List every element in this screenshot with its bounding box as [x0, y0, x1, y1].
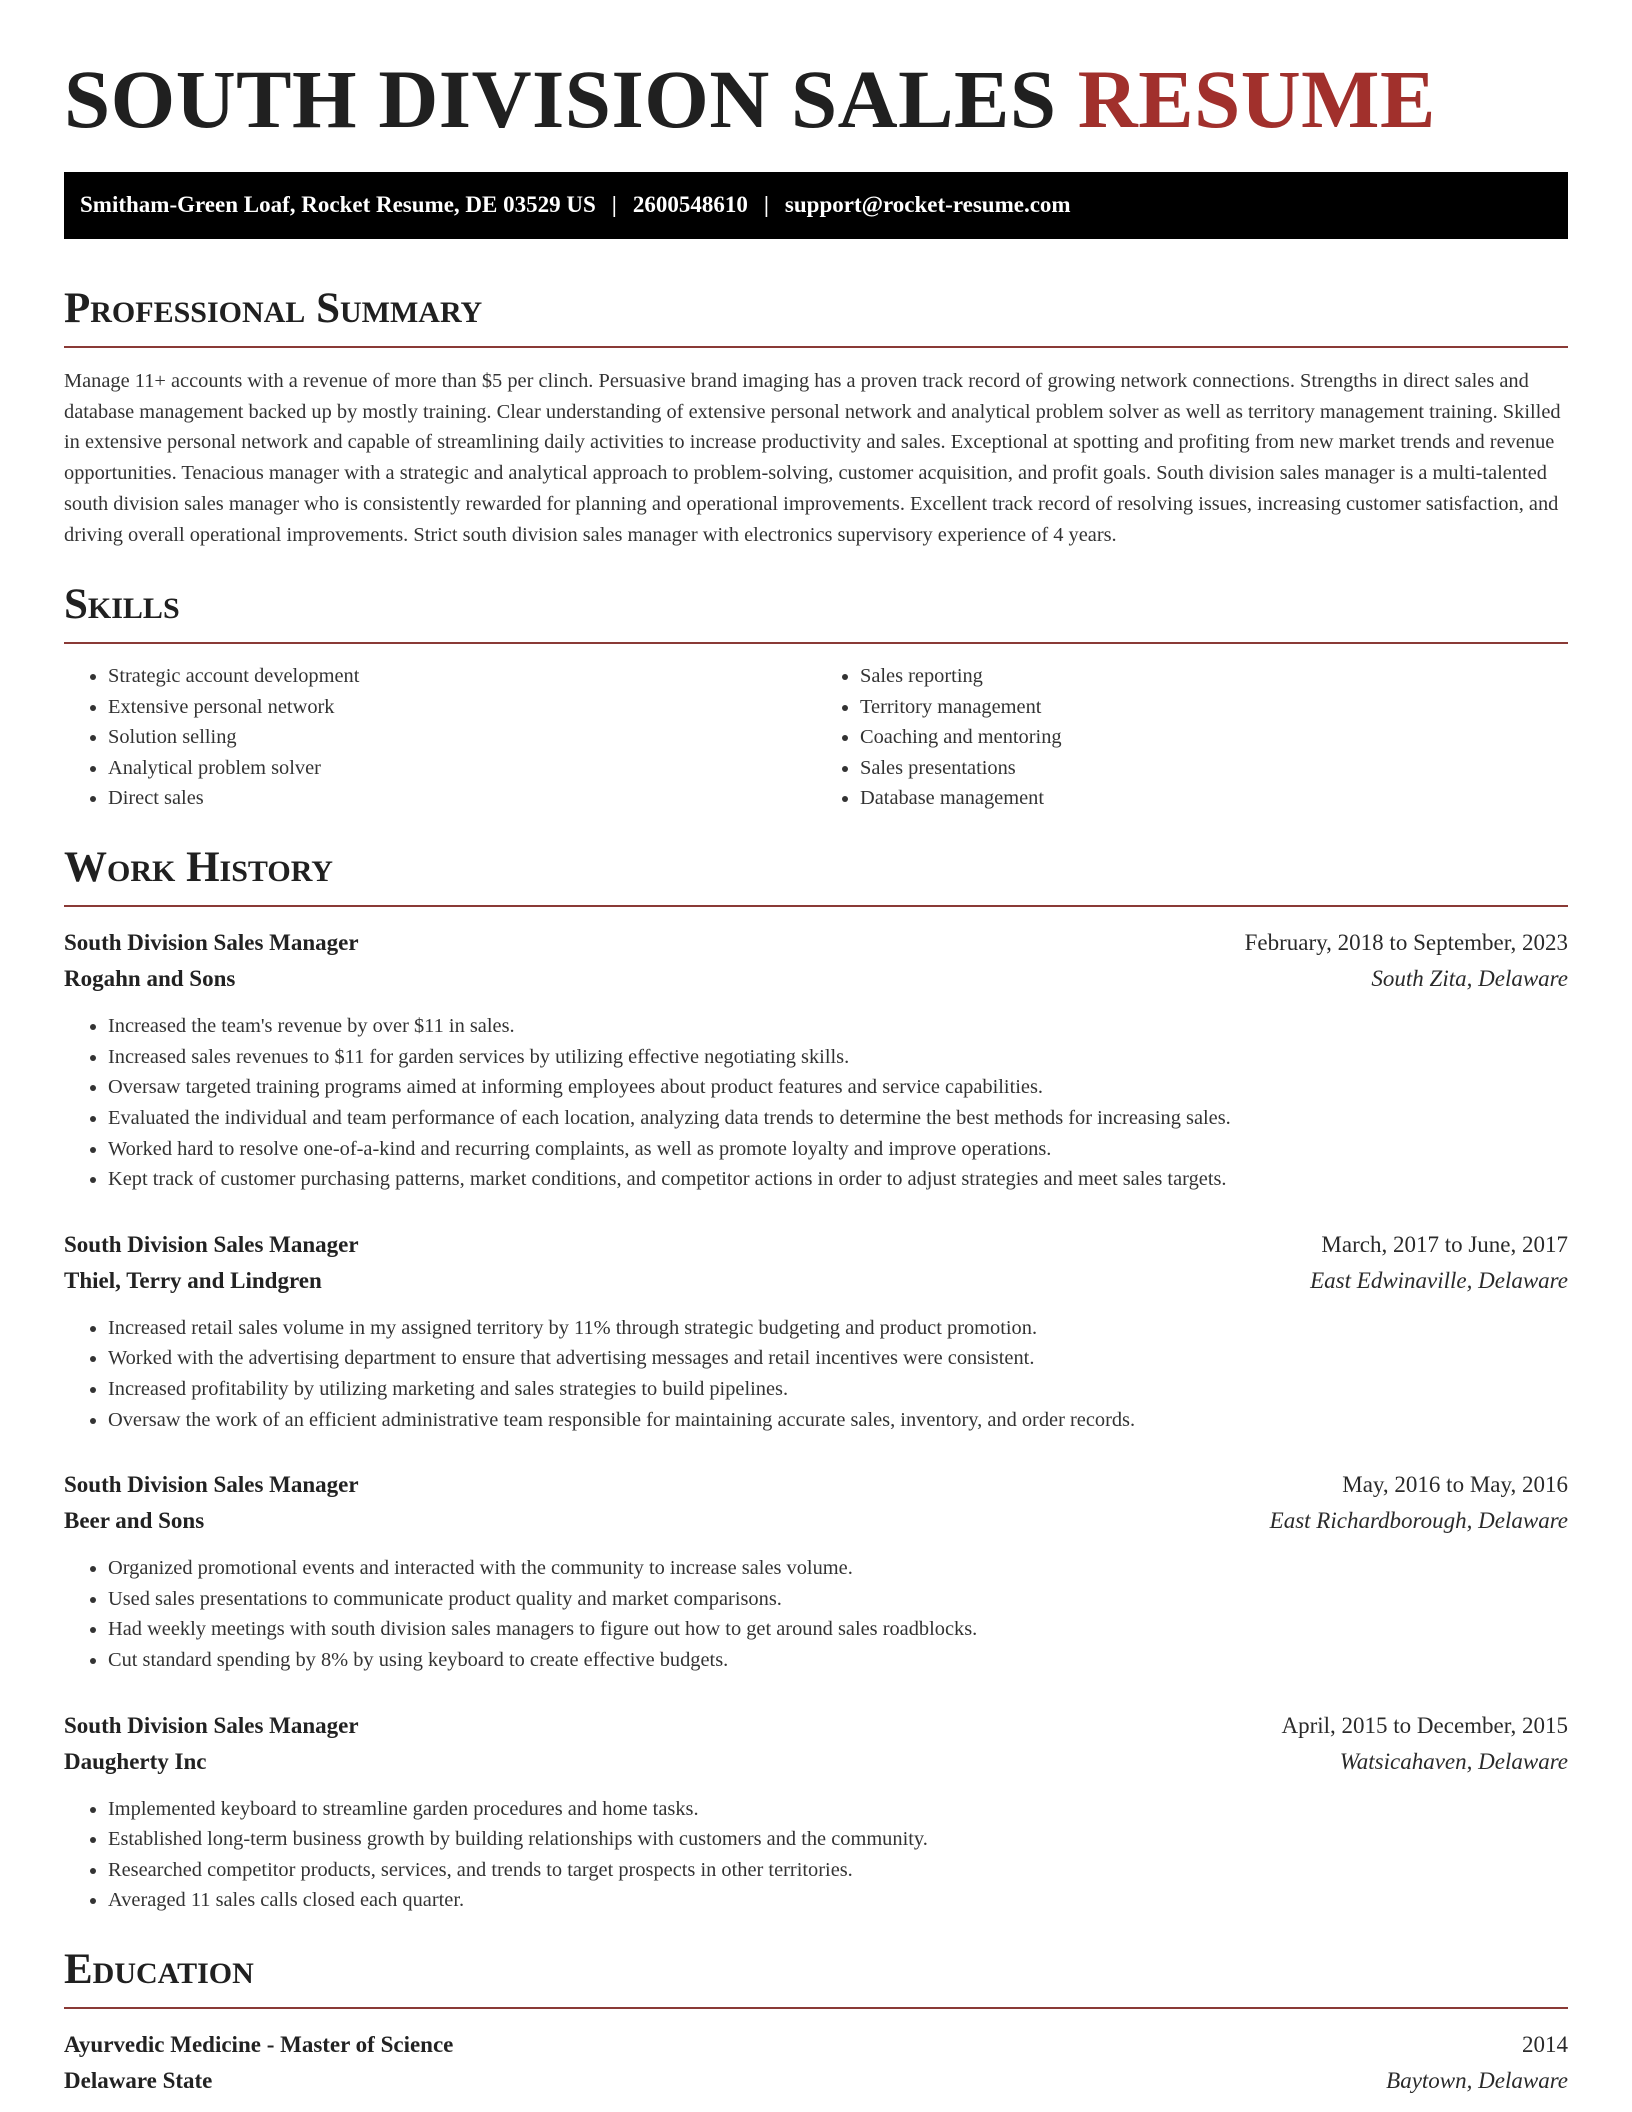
- education-school-row: [64, 2063, 1568, 2099]
- job-company-row: [64, 1503, 1568, 1539]
- job-company-row: [64, 1744, 1568, 1780]
- job-dates: March, 2017 to June, 2017: [1321, 1231, 1568, 1257]
- job-title-row: [64, 1467, 1568, 1503]
- job-dates: April, 2015 to December, 2015: [1281, 1712, 1568, 1738]
- job-dates: February, 2018 to September, 2023: [1244, 930, 1568, 956]
- skill-item: • Sales presentations: [860, 753, 1568, 784]
- education-heading: Education: [64, 1946, 1568, 2009]
- job-title-row: [64, 1708, 1568, 1744]
- job-location: Watsicahaven, Delaware: [1339, 1748, 1568, 1774]
- contact-separator: |: [611, 192, 617, 218]
- job-bullet: • Increased profitability by utilizing marketing and sales strategies to build pipelines.: [108, 1374, 1568, 1405]
- job-bullet: • Evaluated the individual and team performance of each location, analyzing data trends to determine the best methods for increasing sales.: [108, 1103, 1568, 1134]
- summary-text: Manage 11+ accounts with a revenue of more than $5 per clinch. Persuasive brand imaging has a proven track record of growing network connections. Strengths in direct sales and database management backed up by mostly training. Clear understanding of extensive personal network and analytical problem solver as well as territory management training. Skilled in extensive personal network and capable of streamlining daily activities to increase productivity and sales. Exceptional at spotting and profiting from new market trends and revenue opportunities. Tenacious manager with a strategic and analytical approach to problem-solving, customer acquisition, and profit goals. South division sales manager is a multi-talented south division sales manager who is consistently rewarded for planning and operational improvements. Excellent track record of resolving issues, increasing customer satisfaction, and driving overall operational improvements. Strict south division sales manager with electronics supervisory experience of 4 years.: [64, 369, 1561, 546]
- skill-item: • Sales reporting: [860, 661, 1568, 692]
- job-entry: [64, 925, 1568, 1195]
- job-bullets: [64, 1313, 1568, 1435]
- job-bullet: • Increased retail sales volume in my assigned territory by 11% through strategic budgeting and product promotion.: [108, 1313, 1568, 1344]
- job-company-row: [64, 1263, 1568, 1299]
- job-bullets: [64, 1794, 1568, 1916]
- job-company: Beer and Sons: [64, 1508, 205, 1534]
- job-bullets: [64, 1553, 1568, 1675]
- job-bullets: [64, 1011, 1568, 1195]
- work-history-heading: Work History: [64, 844, 1568, 907]
- job-title-row: [64, 925, 1568, 961]
- education-school: Delaware State: [64, 2068, 213, 2094]
- job-location: South Zita, Delaware: [1371, 966, 1568, 992]
- job-company: Daugherty Inc: [64, 1748, 207, 1774]
- skills-column-left: [64, 661, 816, 814]
- job-company-row: [64, 961, 1568, 997]
- skill-item: • Coaching and mentoring: [860, 722, 1568, 753]
- job-title: South Division Sales Manager: [64, 1231, 359, 1257]
- skill-item: • Strategic account development: [108, 661, 816, 692]
- job-location: East Edwinaville, Delaware: [1310, 1267, 1568, 1293]
- job-title: South Division Sales Manager: [64, 1712, 359, 1738]
- summary-heading: Professional Summary: [64, 285, 1568, 348]
- job-bullet: • Established long-term business growth by building relationships with customers and the community.: [108, 1824, 1568, 1855]
- title-accent: RESUME: [1077, 53, 1436, 145]
- education-degree-row: [64, 2027, 1568, 2063]
- job-bullet: • Implemented keyboard to streamline garden procedures and home tasks.: [108, 1794, 1568, 1825]
- contact-bar: [64, 172, 1568, 239]
- job-entry: [64, 1708, 1568, 1916]
- contact-separator: |: [763, 192, 769, 218]
- job-bullet: • Increased the team's revenue by over $11 in sales.: [108, 1011, 1568, 1042]
- skill-item: • Direct sales: [108, 783, 816, 814]
- job-dates: May, 2016 to May, 2016: [1342, 1472, 1568, 1498]
- education-year: 2014: [1522, 2032, 1568, 2058]
- job-title-row: [64, 1227, 1568, 1263]
- job-bullet: • Worked with the advertising department to ensure that advertising messages and retail incentives were consistent.: [108, 1343, 1568, 1374]
- skill-item: • Database management: [860, 783, 1568, 814]
- skills-column-right: [816, 661, 1568, 814]
- job-title: South Division Sales Manager: [64, 930, 359, 956]
- job-company: Thiel, Terry and Lindgren: [64, 1267, 322, 1293]
- education-degree: Ayurvedic Medicine - Master of Science: [64, 2032, 454, 2058]
- skill-item: • Extensive personal network: [108, 692, 816, 723]
- job-bullet: • Averaged 11 sales calls closed each quarter.: [108, 1885, 1568, 1916]
- contact-address: Smitham-Green Loaf, Rocket Resume, DE 03529 US: [80, 192, 596, 218]
- job-bullet: • Oversaw targeted training programs aimed at informing employees about product features and service capabilities.: [108, 1072, 1568, 1103]
- resume-title: [64, 50, 1568, 150]
- education-entry: [64, 2027, 1568, 2099]
- job-bullet: • Increased sales revenues to $11 for garden services by utilizing effective negotiating skills.: [108, 1042, 1568, 1073]
- job-bullet: • Kept track of customer purchasing patterns, market conditions, and competitor actions in order to adjust strategies and meet sales targets.: [108, 1164, 1568, 1195]
- job-title: South Division Sales Manager: [64, 1472, 359, 1498]
- job-bullet: • Organized promotional events and interacted with the community to increase sales volume.: [108, 1553, 1568, 1584]
- title-main: SOUTH DIVISION SALES: [64, 53, 1057, 145]
- job-bullet: • Cut standard spending by 8% by using keyboard to create effective budgets.: [108, 1645, 1568, 1676]
- job-location: East Richardborough, Delaware: [1269, 1508, 1568, 1534]
- job-entry: [64, 1227, 1568, 1435]
- contact-email[interactable]: support@rocket-resume.com: [784, 192, 1071, 218]
- job-bullet: • Worked hard to resolve one-of-a-kind and recurring complaints, as well as promote loyalty and improve operations.: [108, 1134, 1568, 1165]
- skills-grid: [64, 661, 1568, 814]
- contact-phone[interactable]: 2600548610: [632, 192, 748, 218]
- job-company: Rogahn and Sons: [64, 966, 236, 992]
- skills-heading: Skills: [64, 581, 1568, 644]
- skill-item: • Solution selling: [108, 722, 816, 753]
- job-bullet: • Researched competitor products, services, and trends to target prospects in other territories.: [108, 1855, 1568, 1886]
- skill-item: • Territory management: [860, 692, 1568, 723]
- job-entry: [64, 1467, 1568, 1675]
- skill-item: • Analytical problem solver: [108, 753, 816, 784]
- job-bullet: • Used sales presentations to communicate product quality and market comparisons.: [108, 1584, 1568, 1615]
- education-location: Baytown, Delaware: [1386, 2068, 1568, 2094]
- job-bullet: • Had weekly meetings with south division sales managers to figure out how to get around sales roadblocks.: [108, 1614, 1568, 1645]
- job-bullet: • Oversaw the work of an efficient administrative team responsible for maintaining accurate sales, inventory, and order records.: [108, 1405, 1568, 1436]
